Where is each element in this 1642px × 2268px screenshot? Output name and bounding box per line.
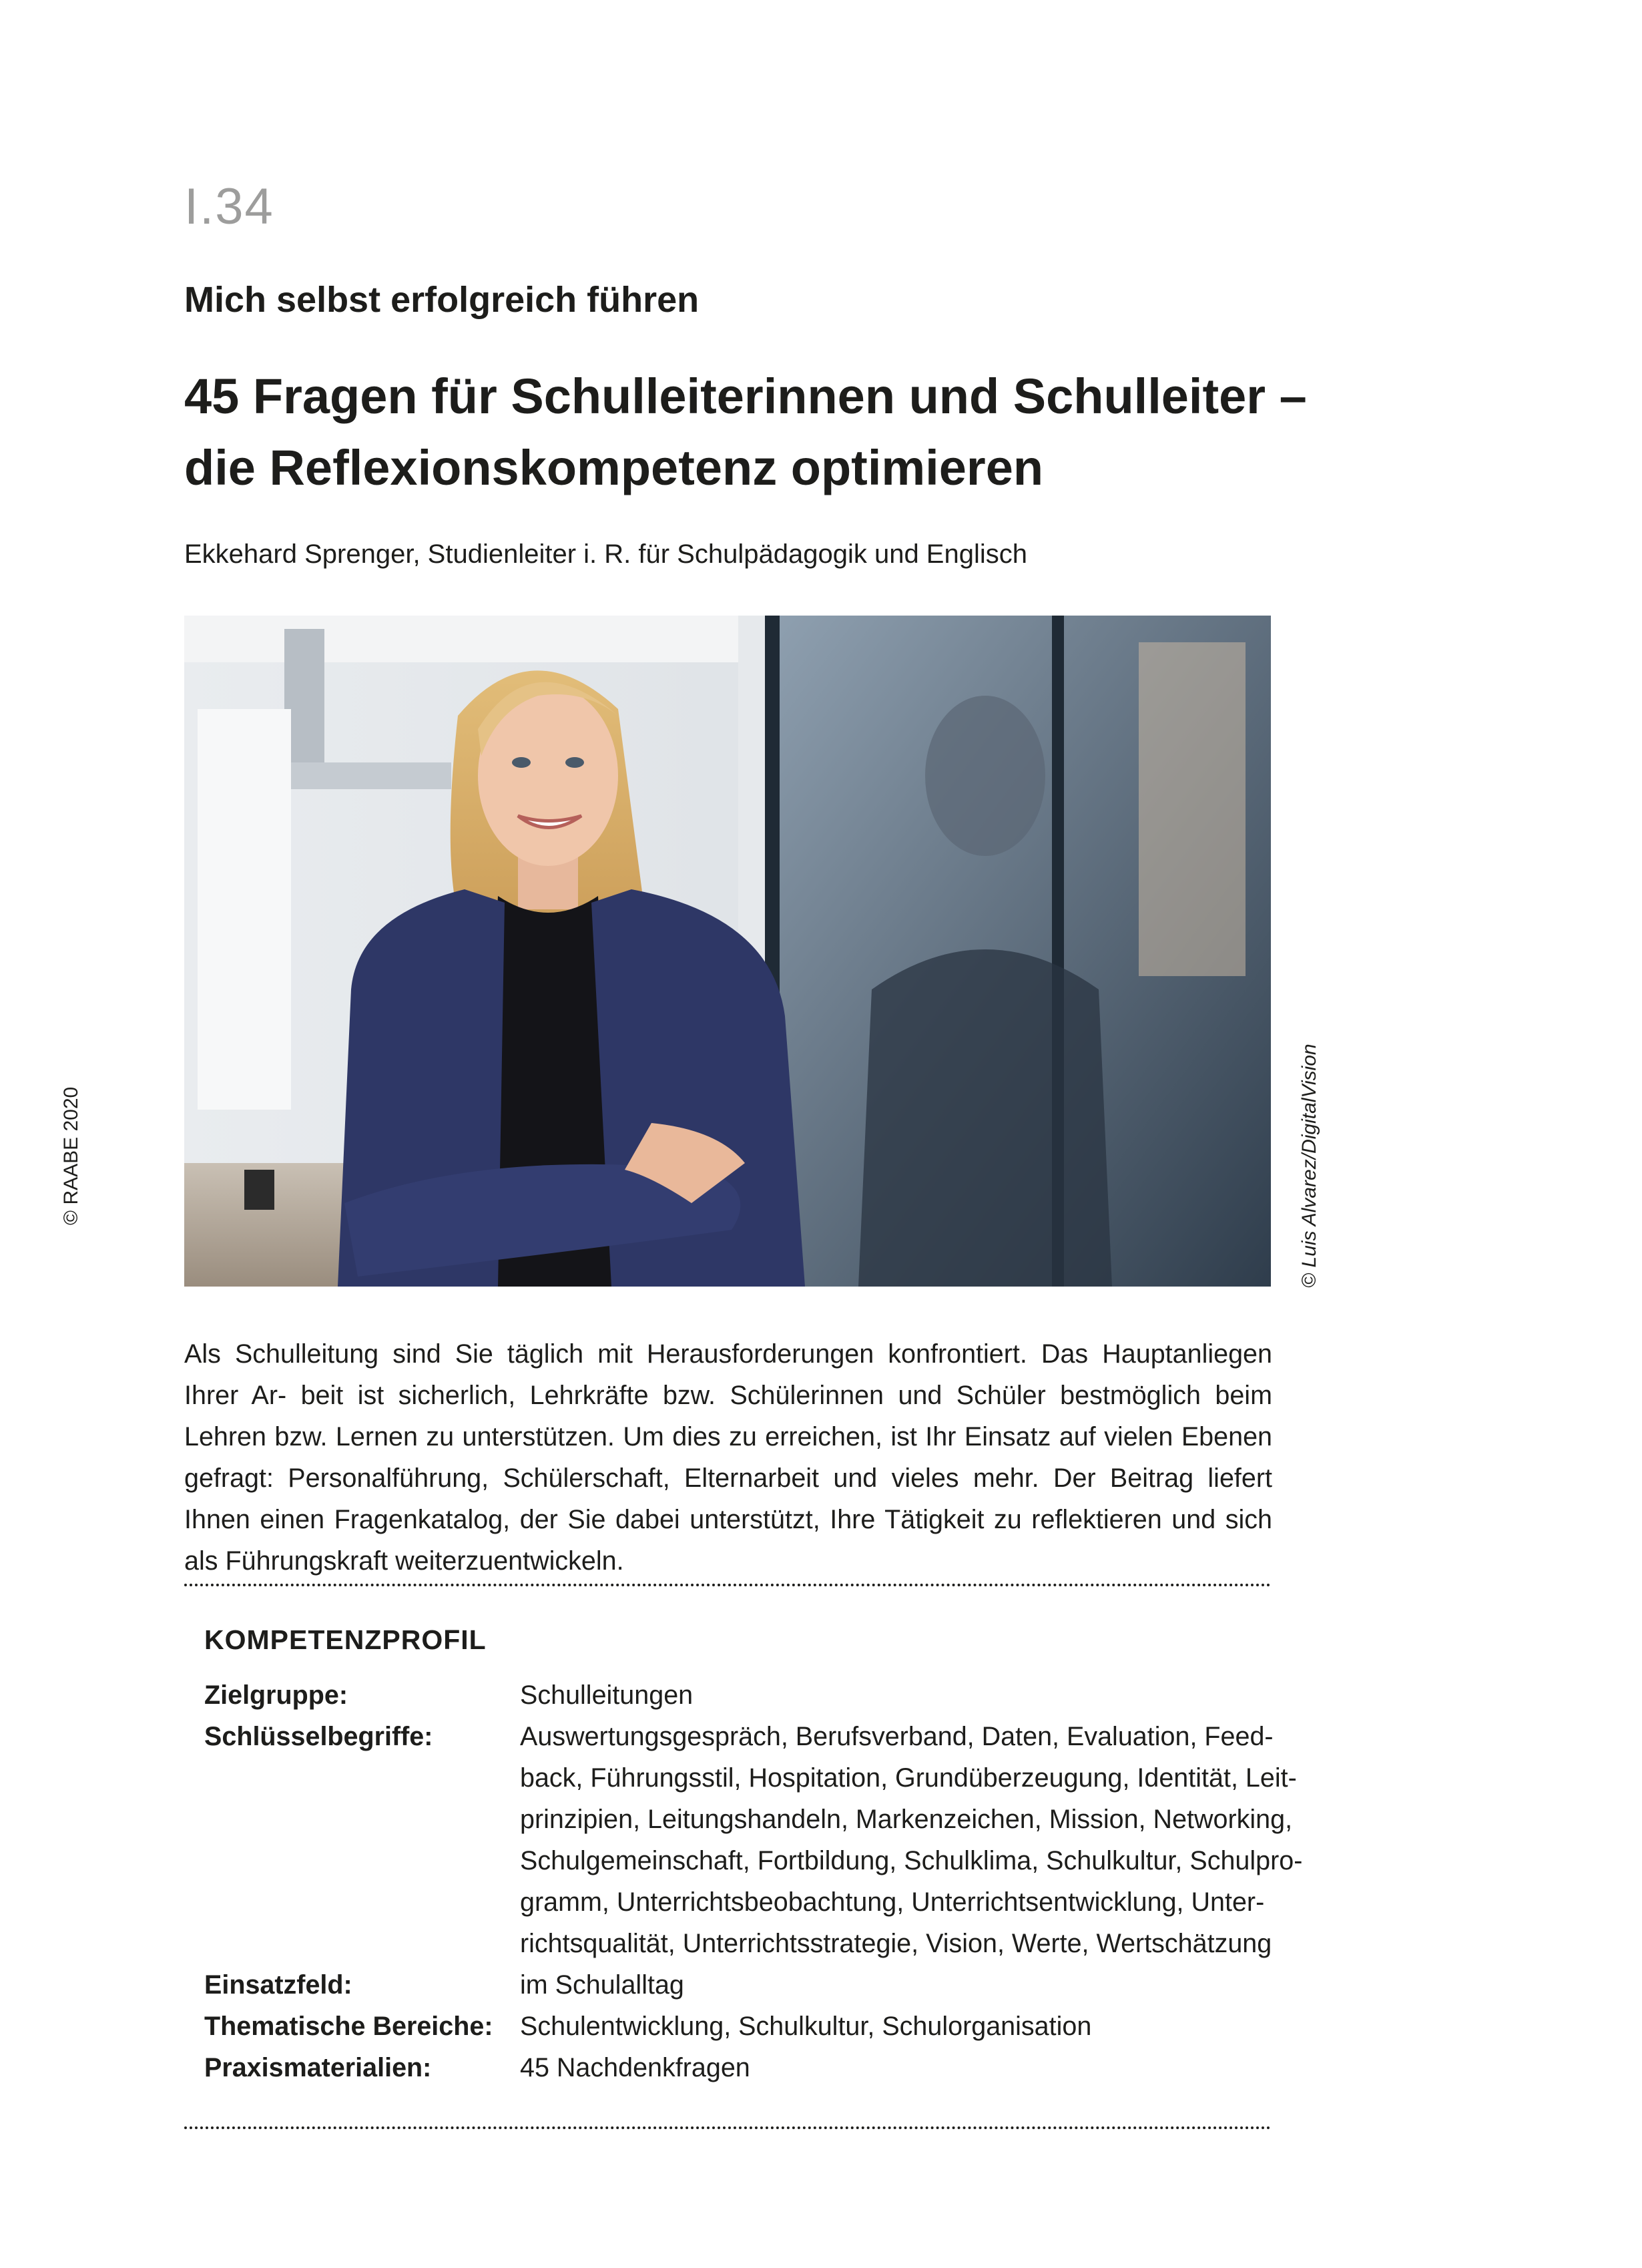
profile-value-line: Schulentwicklung, Schulkultur, Schulorganisation <box>520 2012 1092 2041</box>
author-line: Ekkehard Sprenger, Studienleiter i. R. für Schulpädagogik und Englisch <box>184 539 1027 569</box>
profile-value <box>520 2006 1271 2047</box>
series-title: Mich selbst erfolgreich führen <box>184 280 700 320</box>
title-line-1: 45 Fragen für Schulleiterinnen und Schulleiter – <box>184 369 1307 424</box>
profile-value-line: Schulleitungen <box>520 1680 694 1710</box>
intro-paragraph <box>184 1333 1272 1582</box>
photo-credit: © Luis Alvarez/DigitalVision <box>1298 1044 1320 1288</box>
title-line-2: die Reflexionskompetenz optimieren <box>184 440 1044 496</box>
profile-heading: KOMPETENZPROFIL <box>204 1624 487 1655</box>
profile-value-line: richtsqualität, Unterrichtsstrategie, Vision, Werte, Wertschätzung <box>520 1929 1272 1958</box>
profile-value-line: 45 Nachdenkfragen <box>520 2053 750 2082</box>
profile-label: Einsatzfeld: <box>204 1970 352 2000</box>
intro-line: zu unterstützen. Um dies zu erreichen, ist Ihr Einsatz auf vielen Ebenen gefragt: Personalführung, <box>184 1422 1273 1493</box>
profile-label: Thematische Bereiche: <box>204 2012 493 2041</box>
side-copyright: © RAABE 2020 <box>60 1086 82 1225</box>
profile-value-line: im Schulalltag <box>520 1970 684 2000</box>
profile-value <box>520 1716 1303 1964</box>
profile-label: Zielgruppe: <box>204 1680 348 1710</box>
profile-label: Schlüsselbegriffe: <box>204 1722 433 1751</box>
divider-top <box>184 1584 1271 1586</box>
profile-value-line: gramm, Unterrichtsbeobachtung, Unterrichtsentwicklung, Unter- <box>520 1887 1265 1917</box>
profile-value-line: back, Führungsstil, Hospitation, Grundüberzeugung, Identität, Leit- <box>520 1763 1297 1793</box>
divider-bottom <box>184 2126 1271 2129</box>
section-number: I.34 <box>184 178 274 235</box>
page-title <box>184 361 1319 504</box>
profile-value <box>520 1964 1271 2006</box>
intro-line: dabei unterstützt, Ihre Tätigkeit zu reflektieren und sich als Führungskraft weiterzuentwickeln. <box>184 1505 1272 1576</box>
profile-label: Praxismaterialien: <box>204 2053 432 2082</box>
profile-value-line: prinzipien, Leitungshandeln, Markenzeichen, Mission, Networking, <box>520 1805 1293 1834</box>
profile-value-line: Schulgemeinschaft, Fortbildung, Schulklima, Schulkultur, Schulpro- <box>520 1846 1303 1875</box>
portrait-photo <box>184 616 1271 1287</box>
intro-line: Schülerschaft, Elternarbeit und vieles mehr. Der Beitrag liefert Ihnen einen Fragenkatalog, der Sie <box>184 1463 1272 1534</box>
profile-value-line: Auswertungsgespräch, Berufsverband, Daten, Evaluation, Feed- <box>520 1722 1274 1751</box>
intro-line: beit ist sicherlich, Lehrkräfte bzw. Schülerinnen und Schüler bestmöglich beim Lehren bzw. Lernen <box>184 1381 1272 1451</box>
profile-value <box>520 2047 1271 2088</box>
intro-line: Als Schulleitung sind Sie täglich mit Herausforderungen konfrontiert. Das Hauptanliegen Ihrer Ar- <box>184 1339 1272 1410</box>
profile-value <box>520 1674 1271 1716</box>
